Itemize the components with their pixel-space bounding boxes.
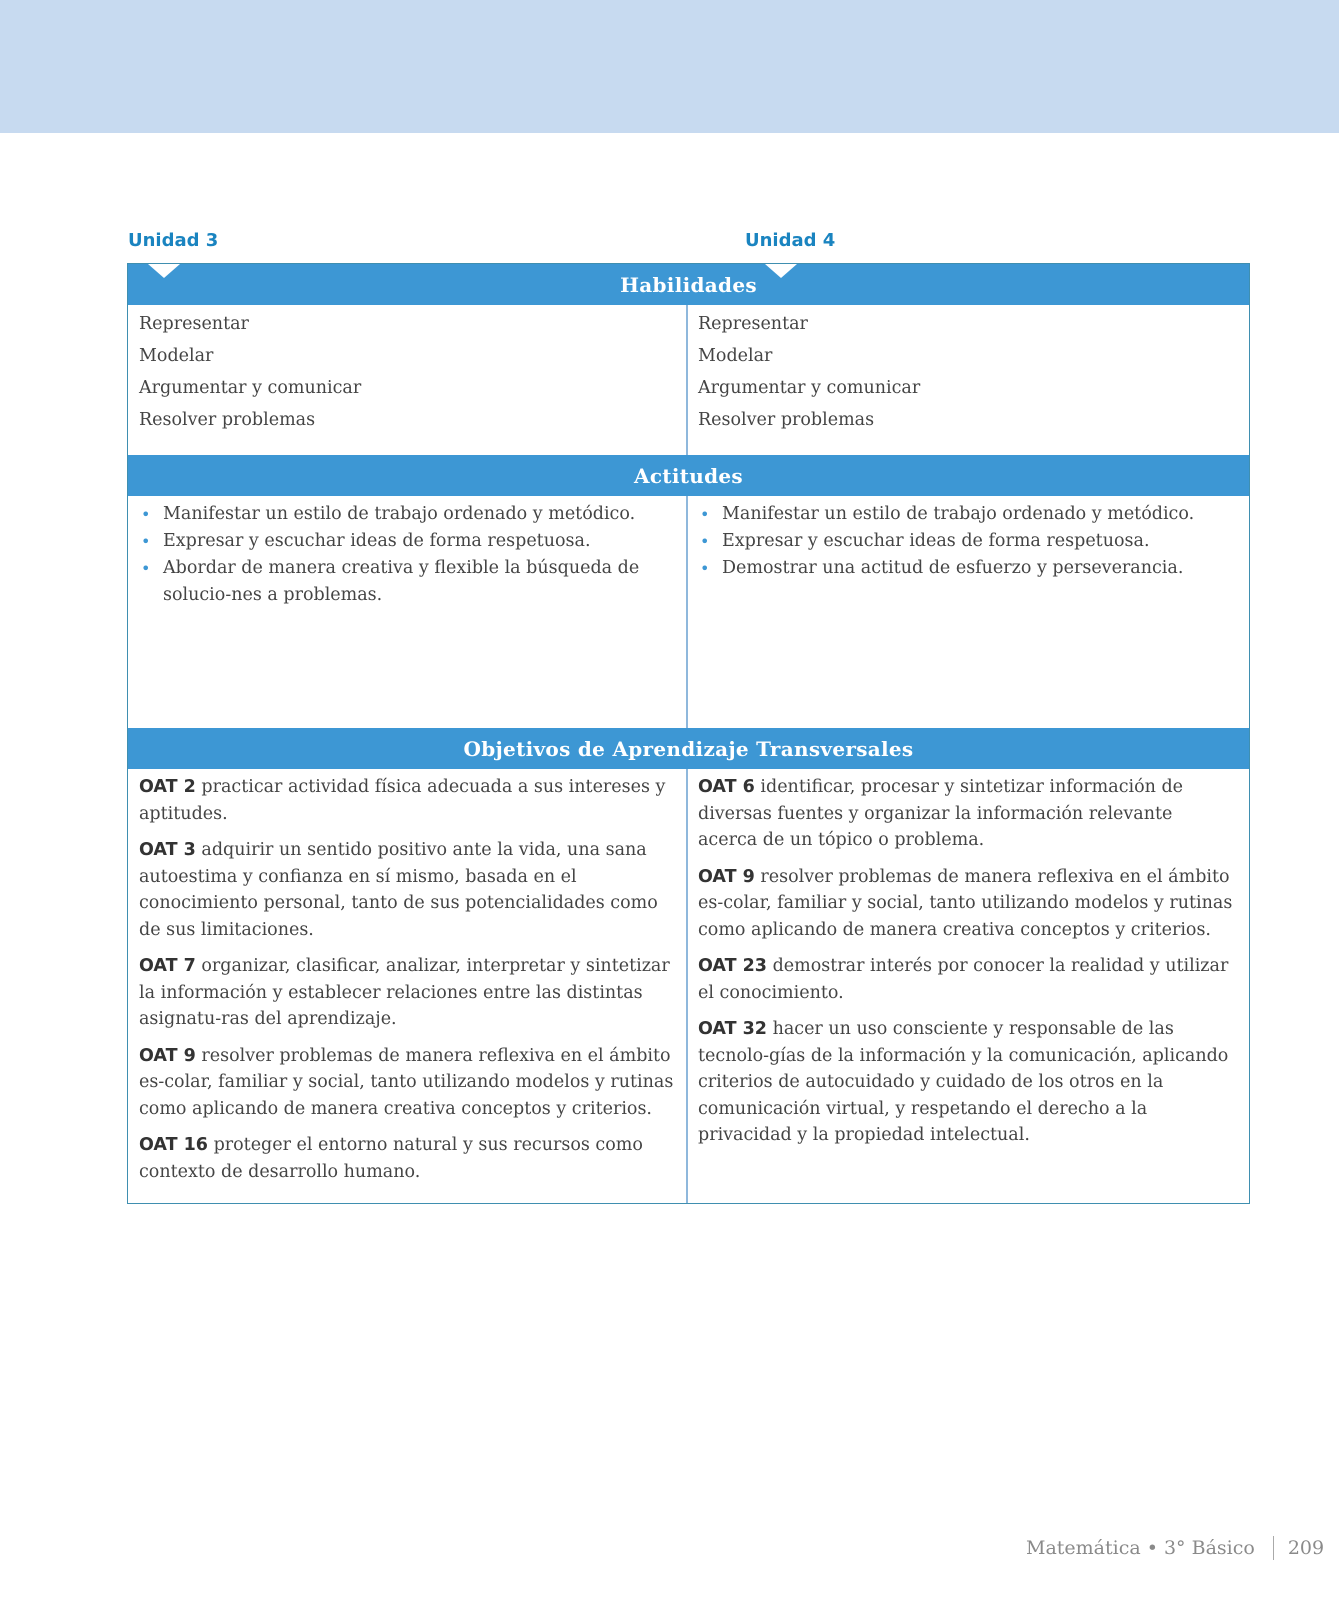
oat-text: proteger el entorno natural y sus recursos como contexto de desarrollo humano. <box>139 1135 643 1182</box>
list-item: • Manifestar un estilo de trabajo ordenado y metódico. <box>139 501 674 528</box>
oat-text: resolver problemas de manera reflexiva en el ámbito es-colar, familiar y social, tanto utilizando modelos y rutinas como aplicando de manera creativa conceptos y criterios. <box>698 866 1233 940</box>
units-table <box>127 263 1250 1204</box>
list-item: Resolver problemas <box>698 410 875 430</box>
oat-text: practicar actividad física adecuada a sus intereses y aptitudes. <box>139 777 666 824</box>
page-footer <box>1026 1536 1324 1560</box>
oat-unit-3 <box>139 774 674 1195</box>
oat-item <box>698 864 1233 944</box>
oat-text: hacer un uso consciente y responsable de las tecnolo-gías de la información y la comunicación, aplicando criterios de autocuidado y cuidado de los otros en la comunicación virtual, y respetando el derecho a la privacidad y la propiedad intelectual. <box>698 1019 1229 1145</box>
oat-text: resolver problemas de manera reflexiva en el ámbito es-colar, familiar y social, tanto utilizando modelos y rutinas como aplicando de manera creativa conceptos y criterios. <box>139 1045 674 1119</box>
oat-text: identificar, procesar y sintetizar información de diversas fuentes y organizar la información relevante acerca de un tópico o problema. <box>698 777 1184 850</box>
unit-4-label: Unidad 4 <box>745 230 836 251</box>
unit-4-pointer <box>765 264 797 278</box>
footer-divider <box>1273 1536 1274 1560</box>
habilidades-header: Habilidades <box>128 264 1249 305</box>
oat-item <box>139 953 674 1033</box>
list-item: • Abordar de manera creativa y flexible la búsqueda de solucio-nes a problemas. <box>139 555 674 609</box>
oat-header: Objetivos de Aprendizaje Transversales <box>128 728 1249 769</box>
oat-item <box>139 1132 674 1185</box>
top-header-band <box>0 0 1339 133</box>
oat-code: OAT 7 <box>139 956 196 976</box>
list-item: Argumentar y comunicar <box>139 378 362 398</box>
oat-code: OAT 9 <box>698 866 755 887</box>
oat-text: adquirir un sentido positivo ante la vida, una sana autoestima y confianza en sí mismo, basada en el conocimiento personal, tanto de sus potencialidades como de sus limitaciones. <box>139 840 658 940</box>
oat-item <box>139 774 674 827</box>
footer-subject: Matemática • 3° Básico <box>1026 1537 1255 1559</box>
oat-code: OAT 32 <box>698 1019 767 1039</box>
bullet-icon: • <box>141 532 151 551</box>
list-item: • Expresar y escuchar ideas de forma respetuosa. <box>698 528 1233 555</box>
bullet-icon: • <box>700 532 710 551</box>
oat-code: OAT 6 <box>698 777 755 797</box>
oat-item <box>698 953 1233 1006</box>
oat-code: OAT 2 <box>139 777 196 797</box>
oat-item <box>698 774 1233 854</box>
oat-code: OAT 23 <box>698 956 767 976</box>
bullet-icon: • <box>141 559 151 578</box>
bullet-icon: • <box>141 505 151 524</box>
list-item: Argumentar y comunicar <box>698 378 921 398</box>
page-number: 209 <box>1287 1537 1325 1559</box>
unit-3-label: Unidad 3 <box>128 230 219 251</box>
bullet-icon: • <box>700 505 710 524</box>
oat-text: organizar, clasificar, analizar, interpretar y sintetizar la información y establecer relaciones entre las distintas asignatu-ras del aprendizaje. <box>139 956 670 1029</box>
list-item: • Expresar y escuchar ideas de forma respetuosa. <box>139 528 674 555</box>
list-item: Modelar <box>698 346 773 366</box>
list-item: • Demostrar una actitud de esfuerzo y perseverancia. <box>698 555 1233 582</box>
oat-item <box>139 837 674 943</box>
oat-unit-4 <box>698 774 1233 1159</box>
oat-text: demostrar interés por conocer la realidad y utilizar el conocimiento. <box>698 956 1229 1003</box>
bullet-icon: • <box>700 559 710 578</box>
actitudes-unit-3 <box>139 501 674 609</box>
list-item: • Manifestar un estilo de trabajo ordenado y metódico. <box>698 501 1233 528</box>
oat-code: OAT 16 <box>139 1135 208 1155</box>
list-item: Resolver problemas <box>139 410 316 430</box>
actitudes-unit-4 <box>698 501 1233 582</box>
list-item: Representar <box>139 314 249 334</box>
habilidades-unit-4 <box>698 308 1233 436</box>
list-item: Representar <box>698 314 808 334</box>
oat-code: OAT 9 <box>139 1045 196 1066</box>
list-item: Modelar <box>139 346 214 366</box>
unit-3-pointer <box>148 264 180 278</box>
habilidades-unit-3 <box>139 308 674 436</box>
oat-item <box>698 1016 1233 1149</box>
oat-item <box>139 1043 674 1123</box>
oat-code: OAT 3 <box>139 840 196 860</box>
actitudes-header: Actitudes <box>128 455 1249 496</box>
